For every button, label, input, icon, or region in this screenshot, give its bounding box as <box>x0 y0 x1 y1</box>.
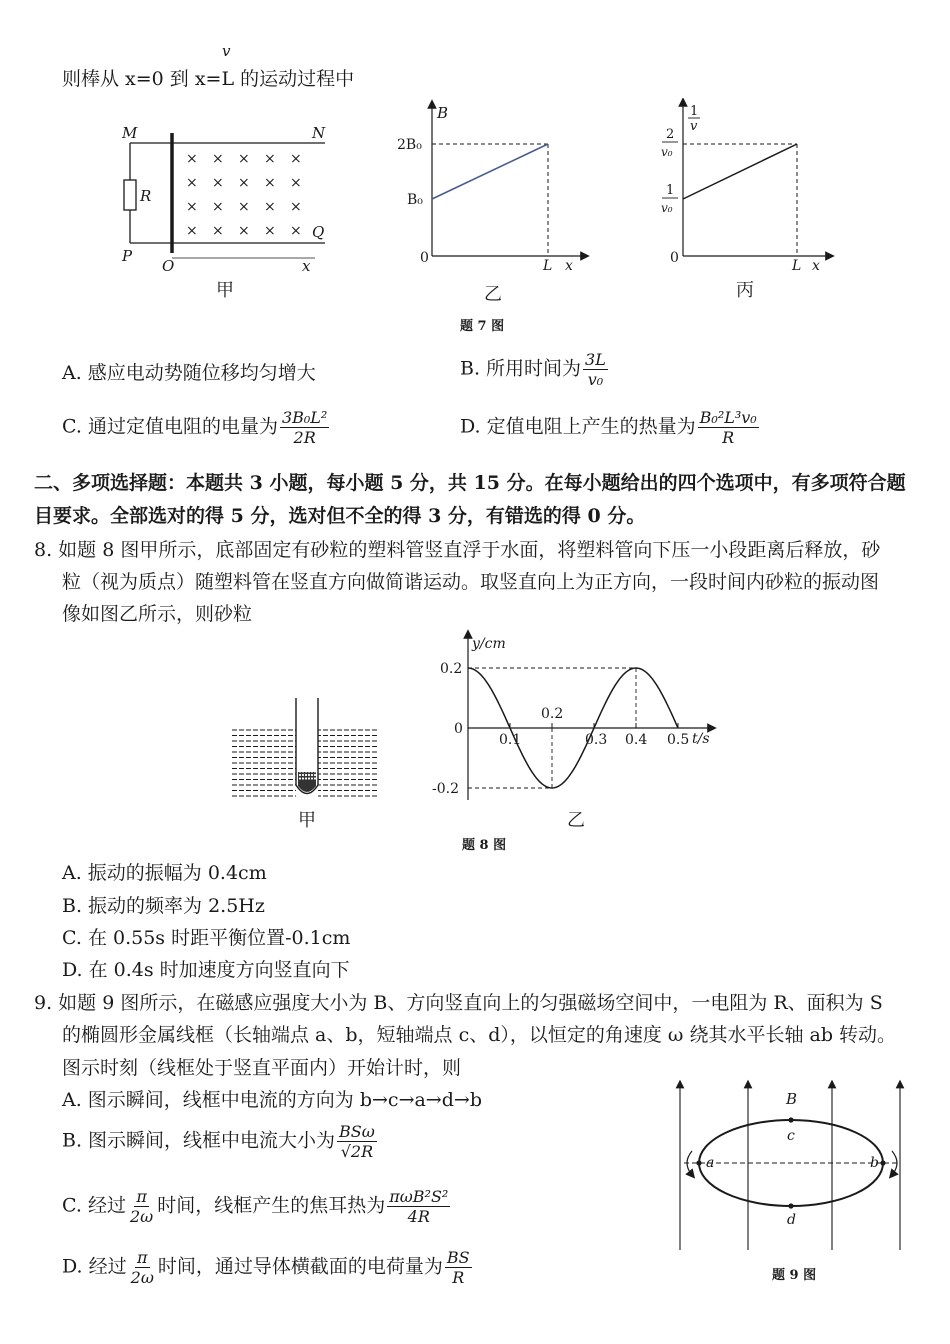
q7-option-b: B. 所用时间为 $\frac{3L}{\text{v₀}}$ <box>460 350 606 389</box>
q7-option-a: A. 感应电动势随位移均匀增大 <box>62 362 316 384</box>
q7-option-c: C. 通过定值电阻的电量为 $\frac{\text{3B₀L²}}{2R}$ <box>62 408 328 447</box>
sand-dot <box>311 777 313 779</box>
label-N: N <box>312 124 326 142</box>
fig8-caption: 题 8 图 <box>462 838 507 853</box>
q8-line3: 像如图乙所示，则砂粒 <box>62 603 253 625</box>
field-cross: × <box>264 175 276 191</box>
field-cross: × <box>186 151 198 167</box>
sand-dot <box>305 767 307 769</box>
field-cross: × <box>290 199 302 215</box>
fig9-label-a: a <box>706 1155 715 1171</box>
yi-tick-2B0: 2B₀ <box>397 137 422 153</box>
yi-origin: 0 <box>420 250 429 266</box>
bing-y-num: 1 <box>690 104 699 119</box>
label-Q: Q <box>312 223 325 241</box>
field-cross: × <box>212 175 224 191</box>
fig8-yi-label: 乙 <box>567 810 585 831</box>
q7-option-d: D. 定值电阻上产生的热量为 $\frac{\text{B₀²L³v₀}}{R}$ <box>460 408 757 447</box>
q8-line2: 粒（视为质点）随塑料管在竖直方向做简谐运动。取竖直向上为正方向，一段时间内砂粒的振动图 <box>62 571 880 593</box>
sand-dot <box>314 767 316 769</box>
bing-y-den: v <box>690 119 698 134</box>
section2-line2: 目要求。全部选对的得 5 分，选对但不全的得 3 分，有错选的得 0 分。 <box>34 505 646 527</box>
sand-dot <box>311 767 313 769</box>
label-x: x <box>302 257 311 275</box>
sand-dot <box>314 774 316 776</box>
chart-x-tick: 0.5 <box>667 732 690 748</box>
label-M: M <box>122 124 138 142</box>
yi-tick-L: L <box>543 258 553 274</box>
label-R: R <box>140 187 152 205</box>
field-cross: × <box>264 151 276 167</box>
sand-dot <box>308 777 310 779</box>
bing-tick-L: L <box>792 258 802 274</box>
sand-dot <box>302 777 304 779</box>
field-cross: × <box>186 223 198 239</box>
sand-dot <box>305 777 307 779</box>
sand-dot <box>299 774 301 776</box>
field-cross: × <box>212 223 224 239</box>
sand-dot <box>302 767 304 769</box>
fig8-vibration-chart <box>420 628 720 808</box>
top-fragment: v <box>222 42 231 60</box>
sand-dot <box>314 777 316 779</box>
bing-top-den: v₀ <box>661 145 673 159</box>
chart-y-tick: 0.2 <box>440 661 463 677</box>
chart-x-tick: 0.2 <box>541 706 564 722</box>
field-cross: × <box>290 151 302 167</box>
chart-y-tick: 0 <box>454 721 463 737</box>
chart-x-tick: 0.1 <box>499 732 522 748</box>
sand-dot <box>305 770 307 772</box>
chart-x-tick: 0.3 <box>585 732 608 748</box>
field-cross: × <box>238 151 250 167</box>
sand-dot <box>311 774 313 776</box>
field-cross: × <box>290 175 302 191</box>
section2-line1: 二、多项选择题：本题共 3 小题，每小题 5 分，共 15 分。在每小题给出的四个选项中，有多项符合题 <box>34 472 906 494</box>
field-cross: × <box>264 199 276 215</box>
field-cross: × <box>186 175 198 191</box>
q9-option-d: D. 经过 $\frac{\pi}{2\omega}$ 时间，通过导体横截面的电荷量为 $\frac{BS}{R}$ <box>62 1248 470 1287</box>
fig7-caption: 题 7 图 <box>460 319 505 334</box>
chart-xlabel: t/s <box>692 731 710 747</box>
label-O: O <box>162 257 175 275</box>
sand-dot <box>314 770 316 772</box>
q9-line3: 图示时刻（线框处于竖直平面内）开始计时，则 <box>62 1057 462 1079</box>
fig7-yi-label: 乙 <box>484 284 502 305</box>
fig8-jia-label: 甲 <box>298 810 316 831</box>
sand-dot <box>308 774 310 776</box>
q9-option-c: C. 经过 $\frac{\pi}{2\omega}$ 时间，线框产生的焦耳热为 $\frac{\text{πωB²S²}}{4R}$ <box>62 1187 449 1226</box>
chart-y-tick: -0.2 <box>432 781 459 797</box>
fig9-label-c: c <box>787 1128 795 1144</box>
yi-y-axis: B <box>437 104 449 122</box>
label-P: P <box>122 247 133 265</box>
sand-dot <box>311 770 313 772</box>
fig9-diagram <box>670 1078 920 1258</box>
fig9-label-d: d <box>787 1212 796 1228</box>
fig8-jia-diagram <box>228 690 388 805</box>
field-cross: × <box>264 223 276 239</box>
bing-mid-num: 1 <box>666 183 675 198</box>
chart-x-tick: 0.4 <box>625 732 648 748</box>
q8-option-d: D. 在 0.4s 时加速度方向竖直向下 <box>62 959 350 981</box>
sand-dot <box>299 767 301 769</box>
bing-x-axis: x <box>812 258 820 274</box>
field-cross: × <box>186 199 198 215</box>
bing-top-num: 2 <box>666 127 675 142</box>
field-cross: × <box>238 223 250 239</box>
yi-x-axis: x <box>565 258 573 274</box>
fig9-caption: 题 9 图 <box>772 1268 817 1283</box>
q9-option-a: A. 图示瞬间，线框中电流的方向为 b→c→a→d→b <box>62 1089 482 1111</box>
q9-line1: 9. 如题 9 图所示，在磁感应强度大小为 B、方向竖直向上的匀强磁场空间中，一电阻为 R、面积为 S <box>34 992 883 1014</box>
field-cross: × <box>290 223 302 239</box>
bing-mid-den: v₀ <box>661 201 673 215</box>
sand-dot <box>308 770 310 772</box>
fig7-jia-diagram <box>110 115 350 290</box>
bing-origin: 0 <box>670 250 679 266</box>
sand-dot <box>299 777 301 779</box>
yi-tick-B0: B₀ <box>407 192 423 208</box>
q8-option-a: A. 振动的振幅为 0.4cm <box>62 862 267 884</box>
fig7-jia-label: 甲 <box>216 280 234 301</box>
fig7-bing-label: 丙 <box>736 280 754 301</box>
field-cross: × <box>212 199 224 215</box>
q8-option-b: B. 振动的频率为 2.5Hz <box>62 895 265 917</box>
sand-dot <box>305 774 307 776</box>
field-cross: × <box>238 175 250 191</box>
q9-option-b: B. 图示瞬间，线框中电流大小为 $\frac{\text{BSω}}{√2R}$ <box>62 1122 375 1161</box>
chart-ylabel: y/cm <box>472 636 506 652</box>
intro-line: 则棒从 x=0 到 x=L 的运动过程中 <box>62 68 355 90</box>
fig9-label-b: b <box>870 1155 879 1171</box>
fig9-label-B: B <box>786 1090 798 1108</box>
field-cross: × <box>238 199 250 215</box>
sand-dot <box>302 770 304 772</box>
sand-dot <box>302 774 304 776</box>
field-cross: × <box>212 151 224 167</box>
q8-option-c: C. 在 0.55s 时距平衡位置-0.1cm <box>62 927 351 949</box>
sand-dot <box>299 770 301 772</box>
fig7-yi-graph <box>395 98 595 283</box>
sand-dot <box>308 767 310 769</box>
q9-line2: 的椭圆形金属线框（长轴端点 a、b，短轴端点 c、d），以恒定的角速度 ω 绕其水平长轴 ab 转动。 <box>62 1024 897 1046</box>
fig7-bing-graph <box>650 98 840 283</box>
q8-line1: 8. 如题 8 图甲所示，底部固定有砂粒的塑料管竖直浮于水面，将塑料管向下压一小段距离后释放，砂 <box>34 539 881 561</box>
